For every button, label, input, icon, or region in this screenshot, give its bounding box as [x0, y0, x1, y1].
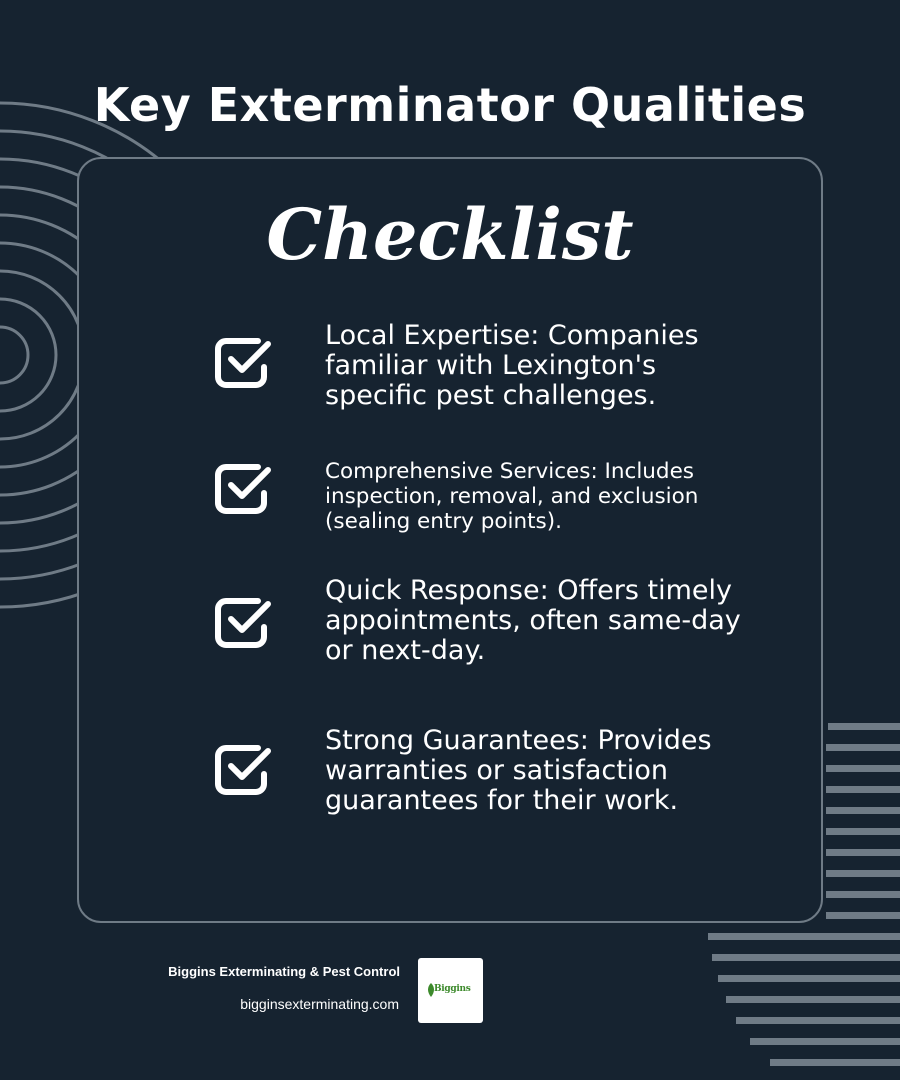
checklist-item-comprehensive-services: Comprehensive Services: Includes inspection, removal, and exclusion (sealing entry points).: [325, 459, 699, 534]
checkbox-checked-icon: [214, 740, 272, 798]
website-link[interactable]: bigginsexterminating.com: [240, 996, 399, 1012]
checklist-item-strong-guarantees: Strong Guarantees: Provides warranties or satisfaction guarantees for their work.: [325, 725, 712, 816]
checkbox-checked-icon: [214, 333, 272, 391]
logo-wordmark: Biggins: [434, 984, 471, 994]
checkbox-checked-icon: [214, 459, 272, 517]
checklist-item-quick-response: Quick Response: Offers timely appointments, often same-day or next-day.: [325, 575, 741, 666]
checkbox-checked-icon: [214, 593, 272, 651]
checklist-heading: Checklist: [266, 193, 634, 276]
checklist-item-local-expertise: Local Expertise: Companies familiar with Lexington's specific pest challenges.: [325, 320, 699, 411]
page-title: Key Exterminator Qualities: [93, 78, 807, 132]
company-logo: [418, 958, 483, 1023]
company-name: Biggins Exterminating & Pest Control: [168, 964, 400, 979]
